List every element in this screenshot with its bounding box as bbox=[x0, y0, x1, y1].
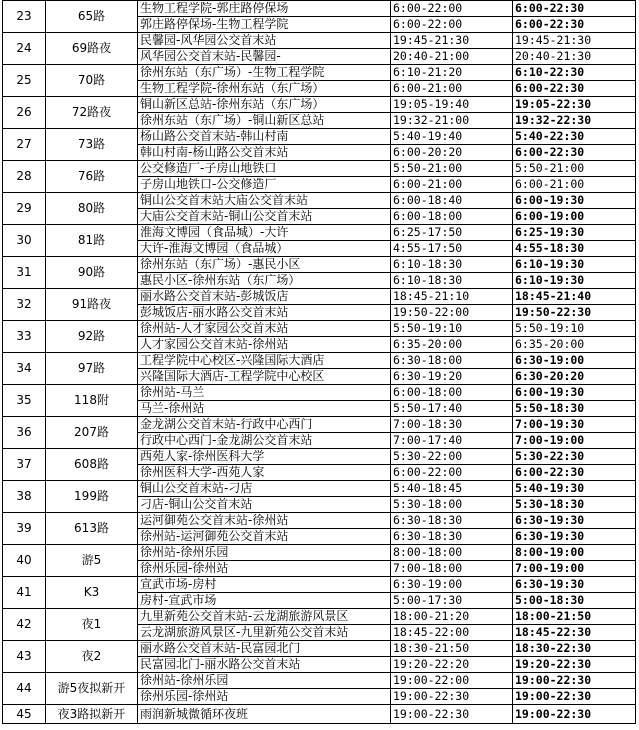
direction-cell: 行政中心西门-金龙湖公交首末站 bbox=[138, 433, 391, 449]
direction-cell: 生物工程学院-徐州东站（东广场） bbox=[138, 81, 391, 97]
route-name-cell: 91路夜 bbox=[46, 289, 138, 321]
current-hours-cell: 6:00-20:20 bbox=[391, 145, 513, 161]
current-hours-cell: 6:00-22:00 bbox=[391, 17, 513, 33]
table-row bbox=[3, 225, 636, 241]
direction-cell: 兴隆国际大酒店-工程学院中心校区 bbox=[138, 369, 391, 385]
route-name-cell: 69路夜 bbox=[46, 33, 138, 65]
route-name-cell: 81路 bbox=[46, 225, 138, 257]
route-number-cell: 44 bbox=[3, 673, 46, 705]
direction-cell: 大许-淮海文博园（食品城） bbox=[138, 241, 391, 257]
route-number-cell: 43 bbox=[3, 641, 46, 673]
current-hours-cell: 19:05-19:40 bbox=[391, 97, 513, 113]
adjusted-hours-cell: 6:30-19:00 bbox=[513, 353, 636, 369]
adjusted-hours-cell: 6:00-21:00 bbox=[513, 177, 636, 193]
direction-cell: 铜山公交首末站-刁店 bbox=[138, 481, 391, 497]
current-hours-cell: 18:30-21:50 bbox=[391, 641, 513, 657]
direction-cell: 房村-宣武市场 bbox=[138, 593, 391, 609]
adjusted-hours-cell: 6:25-19:30 bbox=[513, 225, 636, 241]
adjusted-hours-cell: 6:00-22:30 bbox=[513, 81, 636, 97]
route-name-cell: 76路 bbox=[46, 161, 138, 193]
route-number-cell: 32 bbox=[3, 289, 46, 321]
current-hours-cell: 19:00-22:30 bbox=[391, 705, 513, 724]
current-hours-cell: 6:30-18:30 bbox=[391, 513, 513, 529]
adjusted-hours-cell: 5:40-19:30 bbox=[513, 481, 636, 497]
adjusted-hours-cell: 6:00-19:30 bbox=[513, 193, 636, 209]
table-row bbox=[3, 257, 636, 273]
route-name-cell: 夜2 bbox=[46, 641, 138, 673]
current-hours-cell: 20:40-21:00 bbox=[391, 49, 513, 65]
current-hours-cell: 19:45-21:30 bbox=[391, 33, 513, 49]
current-hours-cell: 19:00-22:30 bbox=[391, 689, 513, 705]
adjusted-hours-cell: 5:40-22:30 bbox=[513, 129, 636, 145]
route-number-cell: 39 bbox=[3, 513, 46, 545]
table-row bbox=[3, 417, 636, 433]
direction-cell: 风华园公交首末站-民馨园- bbox=[138, 49, 391, 65]
direction-cell: 工程学院中心校区-兴隆国际大酒店 bbox=[138, 353, 391, 369]
adjusted-hours-cell: 6:00-22:30 bbox=[513, 145, 636, 161]
bus-schedule-body bbox=[3, 1, 636, 724]
current-hours-cell: 5:40-18:45 bbox=[391, 481, 513, 497]
direction-cell: 彭城饭店-丽水路公交首末站 bbox=[138, 305, 391, 321]
direction-cell: 丽水路公交首末站-彭城饭店 bbox=[138, 289, 391, 305]
table-row bbox=[3, 449, 636, 465]
adjusted-hours-cell: 19:00-22:30 bbox=[513, 689, 636, 705]
direction-cell: 民富园北门-丽水路公交首末站 bbox=[138, 657, 391, 673]
route-name-cell: 199路 bbox=[46, 481, 138, 513]
route-name-cell: 90路 bbox=[46, 257, 138, 289]
adjusted-hours-cell: 6:00-22:30 bbox=[513, 1, 636, 17]
current-hours-cell: 19:50-22:00 bbox=[391, 305, 513, 321]
route-number-cell: 28 bbox=[3, 161, 46, 193]
current-hours-cell: 6:35-20:00 bbox=[391, 337, 513, 353]
current-hours-cell: 5:50-19:10 bbox=[391, 321, 513, 337]
direction-cell: 铜山公交首末站大庙公交首末站 bbox=[138, 193, 391, 209]
direction-cell: 九里新苑公交首末站-云龙湖旅游风景区 bbox=[138, 609, 391, 625]
adjusted-hours-cell: 5:00-18:30 bbox=[513, 593, 636, 609]
current-hours-cell: 7:00-18:30 bbox=[391, 417, 513, 433]
adjusted-hours-cell: 6:10-19:30 bbox=[513, 257, 636, 273]
adjusted-hours-cell: 7:00-19:30 bbox=[513, 417, 636, 433]
adjusted-hours-cell: 19:00-22:30 bbox=[513, 673, 636, 689]
route-name-cell: 207路 bbox=[46, 417, 138, 449]
adjusted-hours-cell: 18:45-21:40 bbox=[513, 289, 636, 305]
route-number-cell: 38 bbox=[3, 481, 46, 513]
table-row bbox=[3, 385, 636, 401]
adjusted-hours-cell: 6:00-19:30 bbox=[513, 385, 636, 401]
current-hours-cell: 19:00-22:00 bbox=[391, 673, 513, 689]
table-row bbox=[3, 129, 636, 145]
adjusted-hours-cell: 19:45-21:30 bbox=[513, 33, 636, 49]
current-hours-cell: 5:00-17:30 bbox=[391, 593, 513, 609]
direction-cell: 淮海文博园（食品城）-大许 bbox=[138, 225, 391, 241]
adjusted-hours-cell: 18:00-21:50 bbox=[513, 609, 636, 625]
direction-cell: 徐州乐园-徐州站 bbox=[138, 561, 391, 577]
route-name-cell: 73路 bbox=[46, 129, 138, 161]
route-name-cell: 92路 bbox=[46, 321, 138, 353]
direction-cell: 生物工程学院-郭庄路停保场 bbox=[138, 1, 391, 17]
direction-cell: 铜山新区总站-徐州东站（东广场） bbox=[138, 97, 391, 113]
route-number-cell: 33 bbox=[3, 321, 46, 353]
current-hours-cell: 5:50-17:40 bbox=[391, 401, 513, 417]
route-name-cell: 613路 bbox=[46, 513, 138, 545]
adjusted-hours-cell: 6:30-20:20 bbox=[513, 369, 636, 385]
adjusted-hours-cell: 5:50-18:30 bbox=[513, 401, 636, 417]
route-name-cell: 608路 bbox=[46, 449, 138, 481]
table-row bbox=[3, 65, 636, 81]
direction-cell: 云龙湖旅游风景区-九里新苑公交首末站 bbox=[138, 625, 391, 641]
current-hours-cell: 18:45-22:00 bbox=[391, 625, 513, 641]
table-row bbox=[3, 289, 636, 305]
direction-cell: 刁店-铜山公交首末站 bbox=[138, 497, 391, 513]
current-hours-cell: 18:00-21:20 bbox=[391, 609, 513, 625]
table-row bbox=[3, 33, 636, 49]
adjusted-hours-cell: 18:45-22:30 bbox=[513, 625, 636, 641]
adjusted-hours-cell: 6:10-22:30 bbox=[513, 65, 636, 81]
current-hours-cell: 6:10-18:30 bbox=[391, 257, 513, 273]
current-hours-cell: 6:00-18:00 bbox=[391, 385, 513, 401]
adjusted-hours-cell: 5:50-21:00 bbox=[513, 161, 636, 177]
direction-cell: 徐州站-人才家园公交首末站 bbox=[138, 321, 391, 337]
route-number-cell: 29 bbox=[3, 193, 46, 225]
route-name-cell: 118附 bbox=[46, 385, 138, 417]
current-hours-cell: 18:45-21:10 bbox=[391, 289, 513, 305]
adjusted-hours-cell: 6:30-19:30 bbox=[513, 577, 636, 593]
current-hours-cell: 6:30-18:00 bbox=[391, 353, 513, 369]
adjusted-hours-cell: 19:05-22:30 bbox=[513, 97, 636, 113]
table-row bbox=[3, 353, 636, 369]
adjusted-hours-cell: 7:00-19:00 bbox=[513, 561, 636, 577]
direction-cell: 人才家园公交首末站-徐州站 bbox=[138, 337, 391, 353]
route-name-cell: 夜3路拟新开 bbox=[46, 705, 138, 724]
route-number-cell: 31 bbox=[3, 257, 46, 289]
current-hours-cell: 6:00-18:00 bbox=[391, 209, 513, 225]
current-hours-cell: 6:00-18:40 bbox=[391, 193, 513, 209]
direction-cell: 宣武市场-房村 bbox=[138, 577, 391, 593]
direction-cell: 徐州站-徐州乐园 bbox=[138, 673, 391, 689]
route-name-cell: 97路 bbox=[46, 353, 138, 385]
direction-cell: 徐州东站（东广场）-铜山新区总站 bbox=[138, 113, 391, 129]
current-hours-cell: 6:00-21:00 bbox=[391, 177, 513, 193]
direction-cell: 韩山村南-杨山路公交首末站 bbox=[138, 145, 391, 161]
adjusted-hours-cell: 5:30-18:30 bbox=[513, 497, 636, 513]
route-number-cell: 24 bbox=[3, 33, 46, 65]
current-hours-cell: 5:30-18:00 bbox=[391, 497, 513, 513]
route-number-cell: 27 bbox=[3, 129, 46, 161]
direction-cell: 徐州乐园-徐州站 bbox=[138, 689, 391, 705]
route-number-cell: 25 bbox=[3, 65, 46, 97]
route-number-cell: 26 bbox=[3, 97, 46, 129]
table-row bbox=[3, 705, 636, 724]
current-hours-cell: 6:30-19:20 bbox=[391, 369, 513, 385]
current-hours-cell: 7:00-18:00 bbox=[391, 561, 513, 577]
direction-cell: 金龙湖公交首末站-行政中心西门 bbox=[138, 417, 391, 433]
table-row bbox=[3, 577, 636, 593]
adjusted-hours-cell: 6:00-22:30 bbox=[513, 465, 636, 481]
direction-cell: 西苑人家-徐州医科大学 bbox=[138, 449, 391, 465]
current-hours-cell: 8:00-18:00 bbox=[391, 545, 513, 561]
adjusted-hours-cell: 19:50-22:30 bbox=[513, 305, 636, 321]
adjusted-hours-cell: 4:55-18:30 bbox=[513, 241, 636, 257]
current-hours-cell: 6:10-21:20 bbox=[391, 65, 513, 81]
direction-cell: 丽水路公交首末站-民富园北门 bbox=[138, 641, 391, 657]
adjusted-hours-cell: 6:00-22:30 bbox=[513, 17, 636, 33]
adjusted-hours-cell: 20:40-21:30 bbox=[513, 49, 636, 65]
current-hours-cell: 6:25-17:50 bbox=[391, 225, 513, 241]
adjusted-hours-cell: 6:30-19:30 bbox=[513, 513, 636, 529]
route-number-cell: 41 bbox=[3, 577, 46, 609]
route-name-cell: 80路 bbox=[46, 193, 138, 225]
route-name-cell: 65路 bbox=[46, 1, 138, 33]
current-hours-cell: 7:00-17:40 bbox=[391, 433, 513, 449]
current-hours-cell: 6:30-19:00 bbox=[391, 577, 513, 593]
adjusted-hours-cell: 19:20-22:30 bbox=[513, 657, 636, 673]
current-hours-cell: 6:30-18:30 bbox=[391, 529, 513, 545]
adjusted-hours-cell: 7:00-19:00 bbox=[513, 433, 636, 449]
current-hours-cell: 19:20-22:20 bbox=[391, 657, 513, 673]
direction-cell: 郭庄路停保场-生物工程学院 bbox=[138, 17, 391, 33]
route-name-cell: 游5夜拟新开 bbox=[46, 673, 138, 705]
table-row bbox=[3, 609, 636, 625]
route-number-cell: 35 bbox=[3, 385, 46, 417]
route-number-cell: 45 bbox=[3, 705, 46, 724]
route-number-cell: 42 bbox=[3, 609, 46, 641]
adjusted-hours-cell: 6:35-20:00 bbox=[513, 337, 636, 353]
bus-schedule-table bbox=[2, 0, 636, 724]
direction-cell: 徐州医科大学-西苑人家 bbox=[138, 465, 391, 481]
table-row bbox=[3, 513, 636, 529]
current-hours-cell: 6:10-18:30 bbox=[391, 273, 513, 289]
route-name-cell: 游5 bbox=[46, 545, 138, 577]
route-number-cell: 36 bbox=[3, 417, 46, 449]
current-hours-cell: 5:50-21:00 bbox=[391, 161, 513, 177]
current-hours-cell: 6:00-22:00 bbox=[391, 465, 513, 481]
table-row bbox=[3, 641, 636, 657]
table-row bbox=[3, 545, 636, 561]
route-number-cell: 23 bbox=[3, 1, 46, 33]
direction-cell: 惠民小区-徐州东站（东广场） bbox=[138, 273, 391, 289]
direction-cell: 徐州东站（东广场）-生物工程学院 bbox=[138, 65, 391, 81]
table-row bbox=[3, 97, 636, 113]
direction-cell: 徐州东站（东广场）-惠民小区 bbox=[138, 257, 391, 273]
direction-cell: 雨润新城微循环夜班 bbox=[138, 705, 391, 724]
table-row bbox=[3, 1, 636, 17]
direction-cell: 公交修造厂-子房山地铁口 bbox=[138, 161, 391, 177]
adjusted-hours-cell: 18:30-22:30 bbox=[513, 641, 636, 657]
adjusted-hours-cell: 6:30-19:30 bbox=[513, 529, 636, 545]
table-row bbox=[3, 321, 636, 337]
direction-cell: 民馨园-风华园公交首末站 bbox=[138, 33, 391, 49]
adjusted-hours-cell: 5:30-22:30 bbox=[513, 449, 636, 465]
direction-cell: 徐州站-徐州乐园 bbox=[138, 545, 391, 561]
direction-cell: 杨山路公交首末站-韩山村南 bbox=[138, 129, 391, 145]
current-hours-cell: 5:40-19:40 bbox=[391, 129, 513, 145]
current-hours-cell: 5:30-22:00 bbox=[391, 449, 513, 465]
adjusted-hours-cell: 19:00-22:30 bbox=[513, 705, 636, 724]
adjusted-hours-cell: 6:10-19:30 bbox=[513, 273, 636, 289]
route-name-cell: K3 bbox=[46, 577, 138, 609]
direction-cell: 马兰-徐州站 bbox=[138, 401, 391, 417]
direction-cell: 大庙公交首末站-铜山公交首末站 bbox=[138, 209, 391, 225]
route-name-cell: 72路夜 bbox=[46, 97, 138, 129]
direction-cell: 运河御苑公交首末站-徐州站 bbox=[138, 513, 391, 529]
adjusted-hours-cell: 6:00-19:00 bbox=[513, 209, 636, 225]
adjusted-hours-cell: 8:00-19:00 bbox=[513, 545, 636, 561]
table-row bbox=[3, 673, 636, 689]
adjusted-hours-cell: 5:50-19:10 bbox=[513, 321, 636, 337]
table-row bbox=[3, 161, 636, 177]
table-row bbox=[3, 481, 636, 497]
route-name-cell: 70路 bbox=[46, 65, 138, 97]
route-number-cell: 40 bbox=[3, 545, 46, 577]
route-number-cell: 34 bbox=[3, 353, 46, 385]
route-name-cell: 夜1 bbox=[46, 609, 138, 641]
current-hours-cell: 19:32-21:00 bbox=[391, 113, 513, 129]
current-hours-cell: 6:00-21:00 bbox=[391, 81, 513, 97]
direction-cell: 子房山地铁口-公交修造厂 bbox=[138, 177, 391, 193]
route-number-cell: 37 bbox=[3, 449, 46, 481]
current-hours-cell: 6:00-22:00 bbox=[391, 1, 513, 17]
direction-cell: 徐州站-运河御苑公交首末站 bbox=[138, 529, 391, 545]
table-row bbox=[3, 193, 636, 209]
adjusted-hours-cell: 19:32-22:30 bbox=[513, 113, 636, 129]
direction-cell: 徐州站-马兰 bbox=[138, 385, 391, 401]
route-number-cell: 30 bbox=[3, 225, 46, 257]
current-hours-cell: 4:55-17:50 bbox=[391, 241, 513, 257]
